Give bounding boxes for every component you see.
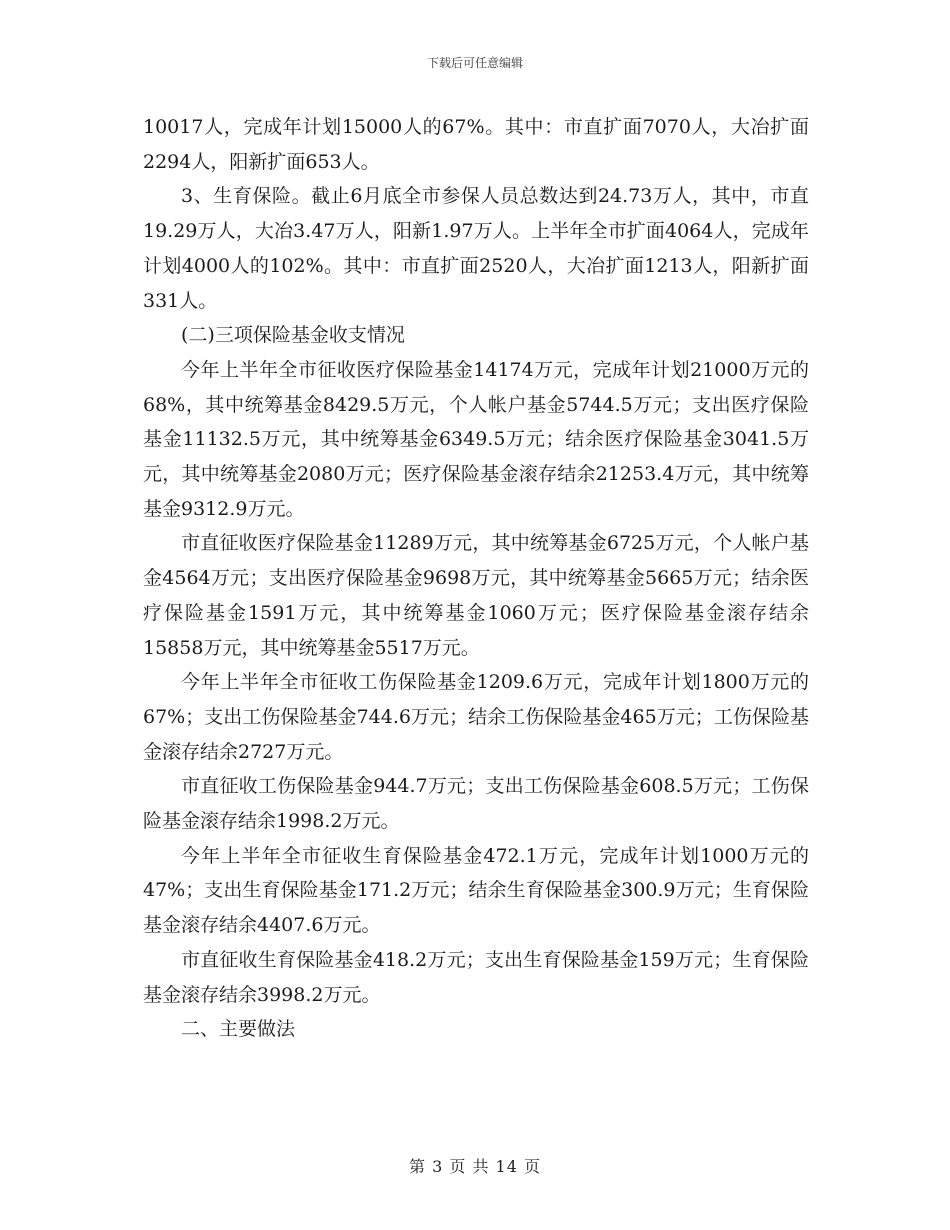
paragraph-city-direct-medical-fund: 市直征收医疗保险基金11289万元，其中统筹基金6725万元，个人帐户基金4564万元；支出医疗保险基金9698万元，其中统筹基金5665万元；结余医疗保险基金1591万元，其中统筹基金1060万元；医疗保险基金滚存结余15858万元，其中统筹基金5517万元。 <box>143 532 809 659</box>
paragraph-citywide-medical-fund: 今年上半年全市征收医疗保险基金14174万元，完成年计划21000万元的68%，其中统筹基金8429.5万元，个人帐户基金5744.5万元；支出医疗保险基金11132.5万元，其中统筹基金6349.5万元；结余医疗保险基金3041.5万元，其中统筹基金2080万元；医疗保险基金滚存结余21253.4万元，其中统筹基金9312.9万元。 <box>143 358 809 520</box>
paragraph-city-direct-injury-fund: 市直征收工伤保险基金944.7万元；支出工伤保险基金608.5万元；工伤保险基金滚存结余1998.2万元。 <box>143 775 809 833</box>
section-heading-main-practices: 二、主要做法 <box>181 1018 296 1041</box>
page-header: 下载后可任意编辑 <box>426 56 523 70</box>
page-footer: 第 3 页 共 14 页 <box>409 1157 541 1176</box>
paragraph-enrollment-continued: 10017人，完成年计划15000人的67%。其中：市直扩面7070人，大冶扩面2294人，阳新扩面653人。 <box>143 116 809 173</box>
section-heading-fund-income-expenditure: (二)三项保险基金收支情况 <box>181 324 405 347</box>
paragraph-citywide-maternity-fund: 今年上半年全市征收生育保险基金472.1万元，完成年计划1000万元的47%；支出生育保险基金171.2万元；结余生育保险基金300.9万元；生育保险基金滚存结余4407.6万元。 <box>143 844 809 937</box>
document-body <box>143 110 809 1047</box>
paragraph-maternity-insurance: 3、生育保险。截止6月底全市参保人员总数达到24.73万人，其中，市直19.29万人，大冶3.47万人，阳新1.97万人。上半年全市扩面4064人，完成年计划4000人的102%。其中：市直扩面2520人，大冶扩面1213人，阳新扩面331人。 <box>143 185 809 312</box>
paragraph-citywide-injury-fund: 今年上半年全市征收工伤保险基金1209.6万元，完成年计划1800万元的67%；支出工伤保险基金744.6万元；结余工伤保险基金465万元；工伤保险基金滚存结余2727万元。 <box>143 671 809 763</box>
paragraph-city-direct-maternity-fund: 市直征收生育保险基金418.2万元；支出生育保险基金159万元；生育保险基金滚存结余3998.2万元。 <box>143 948 809 1006</box>
